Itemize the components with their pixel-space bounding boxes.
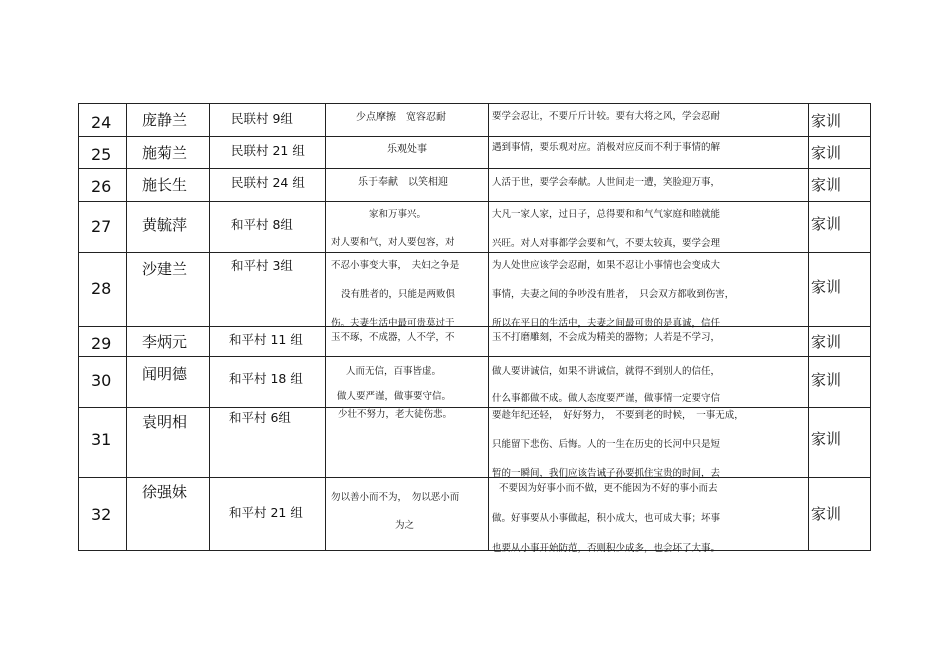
- row-divider: [79, 201, 870, 202]
- explanation-line: 要趁年纪还轻， 好好努力， 不要到老的时候， 一事无成，: [492, 410, 744, 421]
- explanation-line: 也要从小事开始防范，否则积少成多，也会坏了大事。: [492, 543, 721, 554]
- row-number: 25: [91, 145, 112, 164]
- column-divider: [325, 104, 326, 550]
- motto-line: 家和万事兴。: [369, 209, 427, 220]
- motto-line: 没有胜者的，只能是两败俱: [341, 289, 456, 300]
- explanation-line: 事情，夫妻之间的争吵没有胜者， 只会双方都收到伤害，: [492, 289, 735, 300]
- row-number: 28: [91, 279, 112, 298]
- motto-line: 少壮不努力，老大徒伤悲。: [338, 409, 453, 420]
- row-number: 24: [91, 113, 112, 132]
- column-divider: [126, 104, 127, 550]
- motto-line: 伤。夫妻生活中最可贵莫过于: [331, 318, 455, 329]
- category-label: 家训: [811, 278, 842, 296]
- category-label: 家训: [811, 112, 842, 130]
- explanation-line: 做。好事要从小事做起，积小成大，也可成大事；坏事: [492, 513, 721, 524]
- row-number: 32: [91, 505, 112, 524]
- explanation-line: 不要因为好事小而不做，更不能因为不好的事小而去: [499, 483, 718, 494]
- row-number: 29: [91, 334, 112, 353]
- row-number: 26: [91, 177, 112, 196]
- column-divider: [488, 104, 489, 550]
- village-group: 和平村 3组: [231, 258, 293, 273]
- category-label: 家训: [811, 144, 842, 162]
- village-group: 和平村 11 组: [229, 332, 303, 347]
- motto-line: 对人要和气，对人要包容，对: [331, 237, 455, 248]
- explanation-line: 玉不打磨雕刻，不会成为精美的器物；人若是不学习，: [492, 332, 721, 343]
- village-group: 和平村 6组: [229, 410, 291, 425]
- category-label: 家训: [811, 215, 842, 233]
- motto-line: 玉不琢，不成器，人不学，不: [331, 332, 455, 343]
- explanation-line: 大凡一家人家，过日子，总得要和和气气家庭和睦就能: [492, 209, 721, 220]
- row-divider: [79, 326, 870, 327]
- row-divider: [79, 477, 870, 478]
- village-group: 民联村 9组: [231, 111, 293, 126]
- explanation-line: 只能留下悲伤、后悔。人的一生在历史的长河中只是短: [492, 439, 721, 450]
- motto-line: 人而无信，百事皆虚。: [346, 366, 442, 377]
- row-divider: [79, 136, 870, 137]
- village-group: 和平村 21 组: [229, 505, 303, 520]
- explanation-line: 什么事都做不成。做人态度要严谨，做事情一定要守信: [492, 393, 721, 404]
- person-name: 庞静兰: [142, 111, 188, 129]
- category-label: 家训: [811, 176, 842, 194]
- row-divider: [79, 252, 870, 253]
- village-group: 民联村 21 组: [231, 143, 305, 158]
- explanation-line: 为人处世应该学会忍耐，如果不忍让小事情也会变成大: [492, 260, 721, 271]
- explanation-line: 暂的一瞬间，我们应该告诫子孙要抓住宝贵的时间，去: [492, 468, 721, 479]
- category-label: 家训: [811, 505, 842, 523]
- motto-line: 勿以善小而不为， 勿以恶小而: [331, 492, 460, 503]
- row-divider: [79, 407, 870, 408]
- explanation-line: 做人要讲诚信，如果不讲诚信，就得不到别人的信任，: [492, 366, 721, 377]
- person-name: 施长生: [142, 176, 188, 194]
- person-name: 袁明相: [142, 413, 188, 431]
- motto-line: 不忍小事变大事， 夫妇之争是: [331, 260, 460, 271]
- category-label: 家训: [811, 430, 842, 448]
- motto-line: 为之: [395, 520, 415, 531]
- person-name: 黄毓萍: [142, 216, 188, 234]
- column-divider: [209, 104, 210, 550]
- row-number: 30: [91, 371, 112, 390]
- explanation-line: 兴旺。对人对事都学会要和气，不要太较真，要学会理: [492, 238, 721, 249]
- village-group: 和平村 18 组: [229, 371, 303, 386]
- motto-line: 少点摩擦 宽容忍耐: [356, 112, 446, 123]
- person-name: 沙建兰: [142, 260, 188, 278]
- person-name: 李炳元: [142, 333, 188, 351]
- village-group: 和平村 8组: [231, 217, 293, 232]
- motto-line: 乐于奉献 以笑相迎: [358, 177, 448, 188]
- family-motto-table: [78, 103, 871, 554]
- person-name: 徐强妹: [142, 483, 188, 501]
- row-divider: [79, 356, 870, 357]
- explanation-line: 人活于世，要学会奉献。人世间走一遭，笑脸迎万事，: [492, 177, 721, 188]
- category-label: 家训: [811, 333, 842, 351]
- village-group: 民联村 24 组: [231, 175, 305, 190]
- person-name: 闻明德: [142, 365, 188, 383]
- row-number: 27: [91, 217, 112, 236]
- column-divider: [808, 104, 809, 550]
- row-divider: [79, 168, 870, 169]
- explanation-line: 所以在平日的生活中，夫妻之间最可贵的是真诚，信任: [492, 318, 721, 329]
- motto-line: 做人要严谨，做事要守信。: [337, 391, 452, 402]
- category-label: 家训: [811, 371, 842, 389]
- motto-line: 乐观处事: [387, 144, 427, 155]
- explanation-line: 遇到事情，要乐观对应。消极对应反而不利于事情的解: [492, 142, 721, 153]
- row-number: 31: [91, 430, 112, 449]
- explanation-line: 要学会忍让，不要斤斤计较。要有大将之风，学会忍耐: [492, 111, 721, 122]
- person-name: 施菊兰: [142, 144, 188, 162]
